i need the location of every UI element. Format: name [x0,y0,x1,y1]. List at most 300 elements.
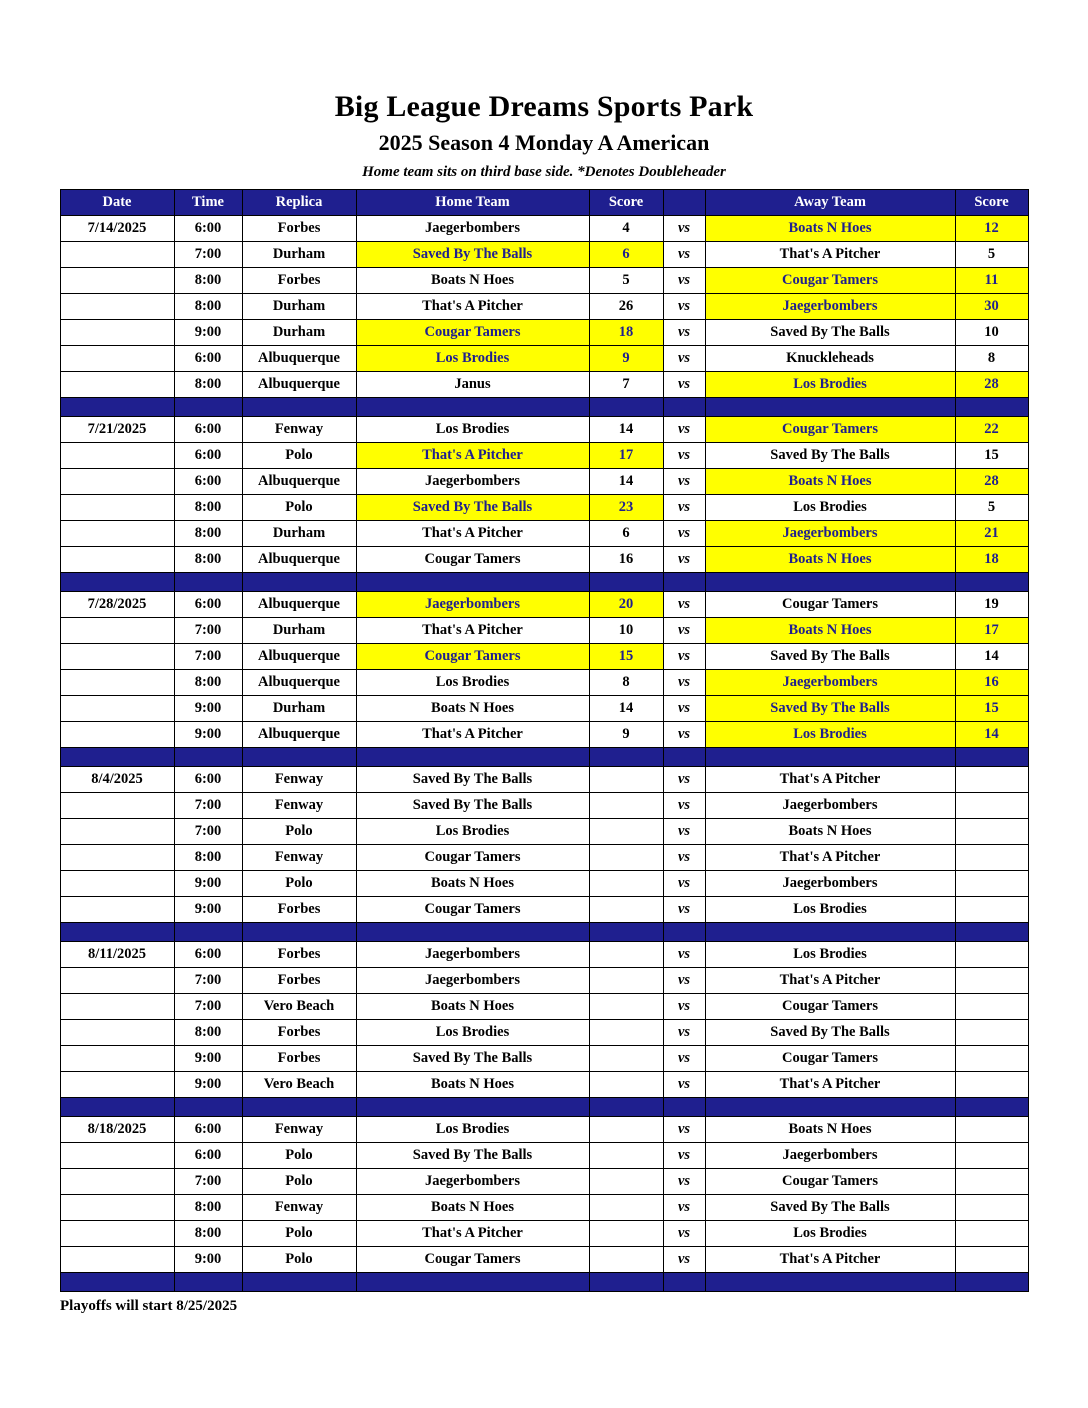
cell-away-score [955,1020,1028,1046]
cell-replica: Forbes [242,1046,356,1072]
separator-cell [60,748,174,767]
cell-home-score: 6 [589,521,663,547]
table-row [60,793,1028,819]
cell-away-team: Saved By The Balls [705,696,955,722]
cell-away-team: Boats N Hoes [705,618,955,644]
cell-home-team: That's A Pitcher [356,618,589,644]
separator-cell [242,748,356,767]
cell-date [60,871,174,897]
cell-date [60,443,174,469]
cell-replica: Fenway [242,845,356,871]
cell-home-team: Los Brodies [356,670,589,696]
cell-time: 7:00 [174,242,242,268]
cell-vs: vs [663,722,705,748]
cell-home-team: Los Brodies [356,1020,589,1046]
cell-away-score: 21 [955,521,1028,547]
cell-away-score: 10 [955,320,1028,346]
cell-home-team: Jaegerbombers [356,469,589,495]
table-row [60,1046,1028,1072]
separator-cell [705,1098,955,1117]
separator-cell [60,573,174,592]
cell-home-team: Boats N Hoes [356,871,589,897]
cell-away-score: 8 [955,346,1028,372]
cell-replica: Albuquerque [242,346,356,372]
cell-away-score [955,1046,1028,1072]
cell-vs: vs [663,1117,705,1143]
cell-home-team: Boats N Hoes [356,994,589,1020]
table-row [60,897,1028,923]
cell-replica: Fenway [242,793,356,819]
cell-time: 6:00 [174,942,242,968]
separator-cell [589,748,663,767]
cell-home-score [589,1117,663,1143]
cell-time: 9:00 [174,897,242,923]
cell-away-team: Jaegerbombers [705,521,955,547]
table-row [60,1247,1028,1273]
week-separator-row [60,1098,1028,1117]
cell-date [60,618,174,644]
cell-vs: vs [663,521,705,547]
table-row [60,1143,1028,1169]
separator-cell [589,1273,663,1292]
week-separator-row [60,923,1028,942]
cell-time: 7:00 [174,819,242,845]
cell-away-score [955,793,1028,819]
cell-vs: vs [663,495,705,521]
separator-cell [174,398,242,417]
cell-replica: Forbes [242,897,356,923]
cell-home-score: 9 [589,346,663,372]
cell-away-score: 11 [955,268,1028,294]
cell-date [60,1195,174,1221]
cell-away-score: 15 [955,443,1028,469]
cell-time: 6:00 [174,417,242,443]
cell-home-team: That's A Pitcher [356,521,589,547]
cell-vs: vs [663,1143,705,1169]
separator-cell [705,573,955,592]
cell-replica: Forbes [242,268,356,294]
cell-away-team: Boats N Hoes [705,216,955,242]
cell-time: 6:00 [174,767,242,793]
cell-away-team: Saved By The Balls [705,1195,955,1221]
cell-replica: Forbes [242,942,356,968]
cell-vs: vs [663,242,705,268]
separator-cell [60,1098,174,1117]
cell-away-score: 15 [955,696,1028,722]
cell-vs: vs [663,1221,705,1247]
cell-vs: vs [663,268,705,294]
cell-away-team: That's A Pitcher [705,767,955,793]
separator-cell [242,1273,356,1292]
cell-away-team: That's A Pitcher [705,242,955,268]
cell-vs: vs [663,1247,705,1273]
cell-replica: Polo [242,1143,356,1169]
table-row [60,372,1028,398]
cell-time: 9:00 [174,696,242,722]
cell-date [60,1072,174,1098]
cell-date [60,644,174,670]
cell-home-score: 26 [589,294,663,320]
cell-vs: vs [663,968,705,994]
cell-away-team: That's A Pitcher [705,845,955,871]
cell-time: 9:00 [174,320,242,346]
cell-date [60,696,174,722]
cell-home-score: 23 [589,495,663,521]
cell-home-team: Los Brodies [356,346,589,372]
cell-away-score [955,1117,1028,1143]
cell-replica: Forbes [242,968,356,994]
separator-cell [242,398,356,417]
cell-home-team: Cougar Tamers [356,547,589,573]
cell-home-score [589,994,663,1020]
cell-time: 8:00 [174,670,242,696]
separator-cell [705,1273,955,1292]
cell-home-team: Los Brodies [356,417,589,443]
column-header-vs [663,190,705,216]
cell-vs: vs [663,618,705,644]
cell-home-score: 10 [589,618,663,644]
cell-replica: Polo [242,871,356,897]
cell-replica: Albuquerque [242,372,356,398]
cell-date [60,320,174,346]
separator-cell [174,748,242,767]
table-row [60,696,1028,722]
cell-date [60,1143,174,1169]
cell-date [60,495,174,521]
cell-time: 6:00 [174,1143,242,1169]
separator-cell [174,923,242,942]
cell-vs: vs [663,871,705,897]
schedule-table [60,189,1029,1292]
cell-home-score [589,1221,663,1247]
week-separator-row [60,748,1028,767]
cell-replica: Polo [242,443,356,469]
cell-vs: vs [663,1020,705,1046]
cell-home-team: Los Brodies [356,1117,589,1143]
cell-away-score [955,1195,1028,1221]
cell-replica: Polo [242,495,356,521]
cell-home-team: Jaegerbombers [356,1169,589,1195]
cell-vs: vs [663,469,705,495]
cell-home-score [589,845,663,871]
cell-time: 8:00 [174,547,242,573]
table-row [60,670,1028,696]
cell-home-score [589,1169,663,1195]
table-row [60,722,1028,748]
separator-cell [589,923,663,942]
cell-away-score [955,897,1028,923]
cell-home-team: Saved By The Balls [356,242,589,268]
cell-home-score: 14 [589,469,663,495]
cell-away-score [955,968,1028,994]
cell-date [60,1247,174,1273]
cell-replica: Durham [242,618,356,644]
separator-cell [356,573,589,592]
cell-home-team: Cougar Tamers [356,845,589,871]
cell-away-team: Jaegerbombers [705,294,955,320]
cell-home-team: Saved By The Balls [356,767,589,793]
cell-time: 8:00 [174,294,242,320]
table-row [60,320,1028,346]
cell-replica: Fenway [242,1117,356,1143]
cell-date [60,547,174,573]
cell-date: 7/28/2025 [60,592,174,618]
cell-time: 6:00 [174,443,242,469]
cell-home-score: 7 [589,372,663,398]
separator-cell [955,398,1028,417]
cell-date: 7/14/2025 [60,216,174,242]
cell-home-score: 4 [589,216,663,242]
cell-replica: Albuquerque [242,469,356,495]
cell-away-score: 22 [955,417,1028,443]
cell-date [60,469,174,495]
table-row [60,547,1028,573]
cell-home-score [589,793,663,819]
cell-replica: Polo [242,1169,356,1195]
cell-replica: Vero Beach [242,1072,356,1098]
cell-vs: vs [663,294,705,320]
cell-home-team: Saved By The Balls [356,495,589,521]
cell-date [60,994,174,1020]
cell-home-team: That's A Pitcher [356,722,589,748]
schedule-note: Home team sits on third base side. *Denotes Doubleheader [362,164,726,180]
cell-time: 9:00 [174,1247,242,1273]
separator-cell [356,748,589,767]
cell-time: 8:00 [174,268,242,294]
table-row [60,1020,1028,1046]
column-header-replica: Replica [242,190,356,216]
cell-away-team: Jaegerbombers [705,793,955,819]
cell-away-score: 28 [955,372,1028,398]
table-row [60,268,1028,294]
table-row [60,242,1028,268]
cell-date [60,1221,174,1247]
cell-away-team: That's A Pitcher [705,1247,955,1273]
cell-away-score [955,1247,1028,1273]
cell-away-team: Boats N Hoes [705,819,955,845]
table-row [60,443,1028,469]
cell-home-team: Boats N Hoes [356,1072,589,1098]
cell-away-score: 14 [955,722,1028,748]
cell-home-team: Saved By The Balls [356,793,589,819]
cell-away-score [955,942,1028,968]
cell-time: 6:00 [174,469,242,495]
cell-away-score: 17 [955,618,1028,644]
table-row [60,1221,1028,1247]
cell-replica: Forbes [242,1020,356,1046]
cell-home-team: Boats N Hoes [356,696,589,722]
cell-vs: vs [663,346,705,372]
separator-cell [705,923,955,942]
cell-home-score: 9 [589,722,663,748]
table-row [60,495,1028,521]
separator-cell [663,1273,705,1292]
cell-time: 6:00 [174,216,242,242]
cell-away-team: Saved By The Balls [705,320,955,346]
cell-away-team: Los Brodies [705,1221,955,1247]
cell-home-team: Boats N Hoes [356,268,589,294]
cell-away-score [955,1221,1028,1247]
cell-home-score [589,1247,663,1273]
separator-cell [663,748,705,767]
cell-vs: vs [663,767,705,793]
separator-cell [955,923,1028,942]
cell-replica: Durham [242,294,356,320]
cell-away-team: Cougar Tamers [705,417,955,443]
cell-away-team: That's A Pitcher [705,1072,955,1098]
cell-date [60,722,174,748]
separator-cell [955,573,1028,592]
cell-time: 9:00 [174,1046,242,1072]
cell-home-score [589,1046,663,1072]
cell-time: 6:00 [174,1117,242,1143]
cell-home-team: Cougar Tamers [356,1247,589,1273]
cell-home-score: 15 [589,644,663,670]
cell-home-team: Cougar Tamers [356,644,589,670]
cell-vs: vs [663,897,705,923]
cell-time: 8:00 [174,845,242,871]
cell-home-team: Jaegerbombers [356,216,589,242]
cell-home-score [589,819,663,845]
cell-date [60,1020,174,1046]
table-row [60,942,1028,968]
cell-replica: Durham [242,242,356,268]
cell-vs: vs [663,845,705,871]
separator-cell [663,923,705,942]
column-header-away-score: Score [955,190,1028,216]
separator-cell [356,923,589,942]
cell-date [60,268,174,294]
cell-home-score [589,1072,663,1098]
cell-vs: vs [663,819,705,845]
cell-replica: Fenway [242,417,356,443]
cell-home-score [589,871,663,897]
cell-vs: vs [663,942,705,968]
cell-home-score [589,1143,663,1169]
table-row [60,346,1028,372]
cell-replica: Albuquerque [242,592,356,618]
cell-vs: vs [663,592,705,618]
table-row [60,618,1028,644]
cell-date [60,372,174,398]
cell-vs: vs [663,644,705,670]
table-row [60,417,1028,443]
table-row [60,294,1028,320]
cell-home-score [589,942,663,968]
cell-home-team: Jaegerbombers [356,942,589,968]
cell-replica: Durham [242,320,356,346]
separator-cell [60,398,174,417]
table-header-row [60,190,1028,216]
cell-replica: Polo [242,819,356,845]
cell-date [60,897,174,923]
cell-away-score [955,767,1028,793]
cell-away-team: Los Brodies [705,372,955,398]
cell-home-team: Saved By The Balls [356,1143,589,1169]
cell-date: 8/18/2025 [60,1117,174,1143]
cell-replica: Durham [242,696,356,722]
cell-home-score: 6 [589,242,663,268]
cell-home-score: 14 [589,696,663,722]
cell-away-team: Knuckleheads [705,346,955,372]
cell-away-team: Boats N Hoes [705,1117,955,1143]
table-row [60,1195,1028,1221]
cell-date: 7/21/2025 [60,417,174,443]
separator-cell [663,1098,705,1117]
cell-vs: vs [663,372,705,398]
cell-home-team: That's A Pitcher [356,443,589,469]
cell-home-score: 16 [589,547,663,573]
table-row [60,1117,1028,1143]
cell-time: 9:00 [174,871,242,897]
cell-home-score: 14 [589,417,663,443]
cell-replica: Polo [242,1221,356,1247]
cell-time: 8:00 [174,1221,242,1247]
cell-date [60,1169,174,1195]
cell-away-score: 12 [955,216,1028,242]
cell-home-score: 18 [589,320,663,346]
cell-home-score [589,767,663,793]
cell-home-score [589,1195,663,1221]
separator-cell [955,748,1028,767]
cell-away-score: 28 [955,469,1028,495]
separator-cell [174,1098,242,1117]
cell-away-score: 5 [955,495,1028,521]
cell-vs: vs [663,793,705,819]
cell-away-team: Saved By The Balls [705,1020,955,1046]
cell-home-team: Jaegerbombers [356,968,589,994]
cell-date: 8/4/2025 [60,767,174,793]
cell-date [60,1046,174,1072]
table-row [60,592,1028,618]
cell-replica: Forbes [242,216,356,242]
cell-time: 8:00 [174,495,242,521]
cell-replica: Albuquerque [242,722,356,748]
separator-cell [356,398,589,417]
separator-cell [356,1273,589,1292]
separator-cell [705,748,955,767]
cell-replica: Vero Beach [242,994,356,1020]
cell-away-team: Cougar Tamers [705,592,955,618]
cell-time: 9:00 [174,722,242,748]
cell-time: 7:00 [174,644,242,670]
cell-away-team: Saved By The Balls [705,443,955,469]
cell-home-team: That's A Pitcher [356,1221,589,1247]
cell-replica: Durham [242,521,356,547]
page-subtitle: 2025 Season 4 Monday A American [378,130,710,155]
cell-home-team: Cougar Tamers [356,320,589,346]
cell-away-team: Los Brodies [705,495,955,521]
cell-away-score [955,819,1028,845]
cell-away-team: Cougar Tamers [705,268,955,294]
table-row [60,767,1028,793]
cell-home-team: Cougar Tamers [356,897,589,923]
separator-cell [242,1098,356,1117]
cell-away-score: 16 [955,670,1028,696]
separator-cell [705,398,955,417]
column-header-date: Date [60,190,174,216]
cell-away-team: Cougar Tamers [705,994,955,1020]
separator-cell [174,573,242,592]
table-row [60,994,1028,1020]
cell-home-score: 8 [589,670,663,696]
cell-away-score: 14 [955,644,1028,670]
cell-away-team: Los Brodies [705,897,955,923]
cell-vs: vs [663,1046,705,1072]
cell-away-score [955,871,1028,897]
separator-cell [242,573,356,592]
cell-vs: vs [663,320,705,346]
